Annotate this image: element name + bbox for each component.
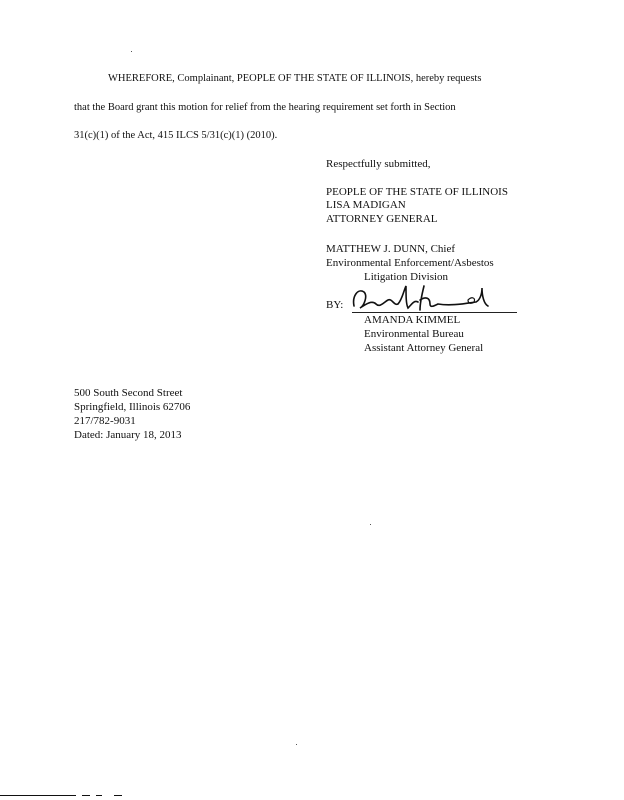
closing-text: Respectfully submitted,: [326, 158, 431, 170]
signatory-line-1: PEOPLE OF THE STATE OF ILLINOIS: [326, 186, 508, 198]
signer-title: Assistant Attorney General: [364, 342, 484, 354]
division-line-2: Environmental Enforcement/Asbestos: [326, 257, 494, 269]
paragraph-line-2: that the Board grant this motion for relief from the hearing requirement set forth in Section: [74, 102, 456, 113]
by-label: BY:: [326, 299, 344, 311]
paragraph-line-1: WHEREFORE, Complainant, PEOPLE OF THE STATE OF ILLINOIS, hereby requests: [108, 73, 482, 84]
division-line-1: MATTHEW J. DUNN, Chief: [326, 243, 456, 255]
signatory-line-3: ATTORNEY GENERAL: [326, 213, 438, 225]
signatory-line-2: LISA MADIGAN: [326, 199, 406, 211]
division-line-3: Litigation Division: [364, 271, 449, 283]
scan-speck: [131, 51, 132, 52]
signer-name: AMANDA KIMMEL: [364, 314, 461, 326]
footer-rule: [0, 795, 76, 796]
date-line: Dated: January 18, 2013: [74, 429, 182, 441]
handwritten-signature: [350, 282, 500, 316]
address-line-1: 500 South Second Street: [74, 387, 183, 399]
address-line-2: Springfield, Illinois 62706: [74, 401, 191, 413]
signature-line: [352, 312, 517, 313]
paragraph-line-3: 31(c)(1) of the Act, 415 ILCS 5/31(c)(1) (2010).: [74, 130, 278, 141]
signer-bureau: Environmental Bureau: [364, 328, 464, 340]
footer-rule: [82, 795, 90, 796]
footer-rule: [114, 795, 122, 796]
address-phone: 217/782-9031: [74, 415, 136, 427]
footer-rule: [96, 795, 102, 796]
scan-speck: [370, 524, 371, 525]
scan-speck: [296, 744, 297, 745]
